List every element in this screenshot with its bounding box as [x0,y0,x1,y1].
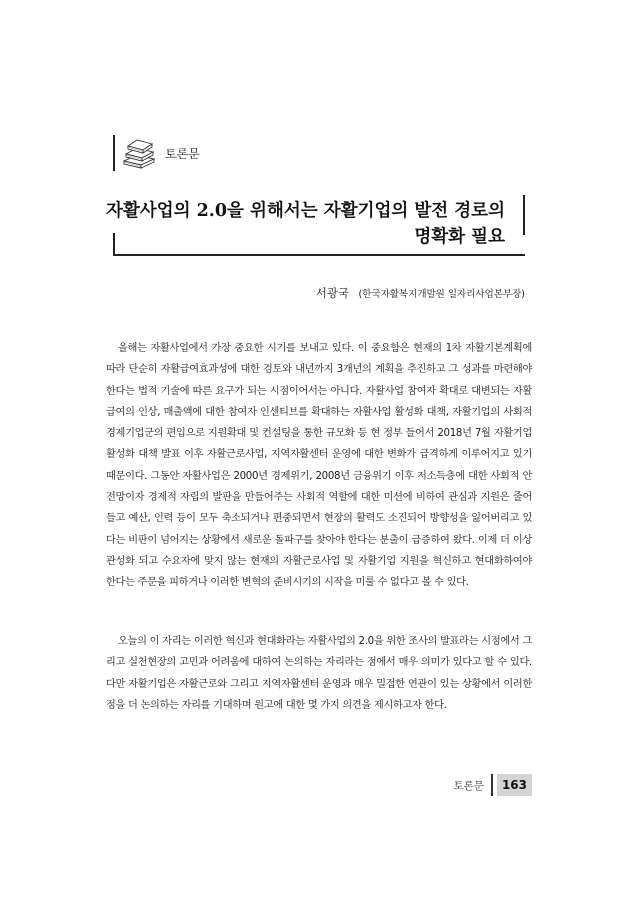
stacked-books-icon [121,137,157,169]
title-frame-bottom [113,254,525,256]
title-frame-left [113,233,115,255]
title-block [105,195,525,257]
page-footer [454,774,533,796]
author-line [316,285,525,301]
footer-section-label: 토론문 [453,779,484,792]
article-title-line2: 명확화 필요 [414,227,505,247]
body-paragraph-1: 올해는 자활사업에서 가장 중요한 시기를 보내고 있다. 이 중요함은 현재의 1차 자활기본계획에 따라 단순히 자활급여효과성에 대한 검토와 내년까지 3개년의 계획을 추진하고 그 성과를 마련해야 한다는 법적 기술에 따른 요구가 되는 시점이어서는 아니다. 자활사업 참여자 확대로 대변되는 자활급여의 인상, 매출액에 대한 참여자 인센티브를 확대하는 자활사업 활성화 대책, 자활기업의 사회적경제기업군의 편입으로 지원확대 및 컨설팅을 통한 규모화 등 현 정부 들어서 2018년 7월 자활기업 활성화 대책 발표 이후 자활근로사업, 지역자활센터 운영에 대한 변화가 급격하게 이루어지고 있기 때문이다. 그동안 자활사업은 2000년 경제위기, 2008년 금융위기 이후 저소득층에 대한 사회적 안전망이자 경제적 자립의 발판을 만들어주는 사회적 역할에 대한 미션에 비하여 관심과 지원은 줄어들고 예산, 인력 등이 모두 축소되거나 편중되면서 현장의 활력도 소진되어 방향성을 잃어버리고 있다는 비판이 넘어지는 상황에서 새로운 돌파구를 찾아야 한다는 분출이 급증하여 왔다. 이제 더 이상 관성화 되고 수요자에 맞지 않는 현재의 자활근로사업 및 자활기업 지원을 혁신하고 현대화하여야 한다는 주문을 피하거나 이러한 변혁의 준비시기의 시작을 미룰 수 없다고 볼 수 있다. [106,343,532,589]
article-title-line1: 자활사업의 2.0을 위해서는 자활기업의 발전 경로의 [105,201,505,221]
page-number: 163 [497,774,532,796]
section-tag-bar [113,135,115,171]
body-paragraph-2: 오늘의 이 자리는 이러한 혁신과 현대화라는 자활사업의 2.0을 위한 조사의 발표라는 시점에서 그리고 실천현장의 고민과 어려움에 대하여 논의하는 자리라는 점에서 매우 의미가 있다고 할 수 있다. 다만 자활기업은 자활근로와 그리고 지역자활센터 운영과 매우 밀접한 연관이 있는 상황에서 이러한 점을 더 논의하는 자리를 기대하며 원고에 대한 몇 가지 의견을 제시하고자 한다. [106,636,532,711]
section-label: 토론문 [165,146,200,161]
author-name: 서광국 [315,286,350,300]
section-tag [113,135,200,171]
title-frame-right [523,195,525,235]
author-affiliation: (한국자활복지개발원 일자리사업본부장) [358,289,525,300]
footer-divider [491,774,493,796]
